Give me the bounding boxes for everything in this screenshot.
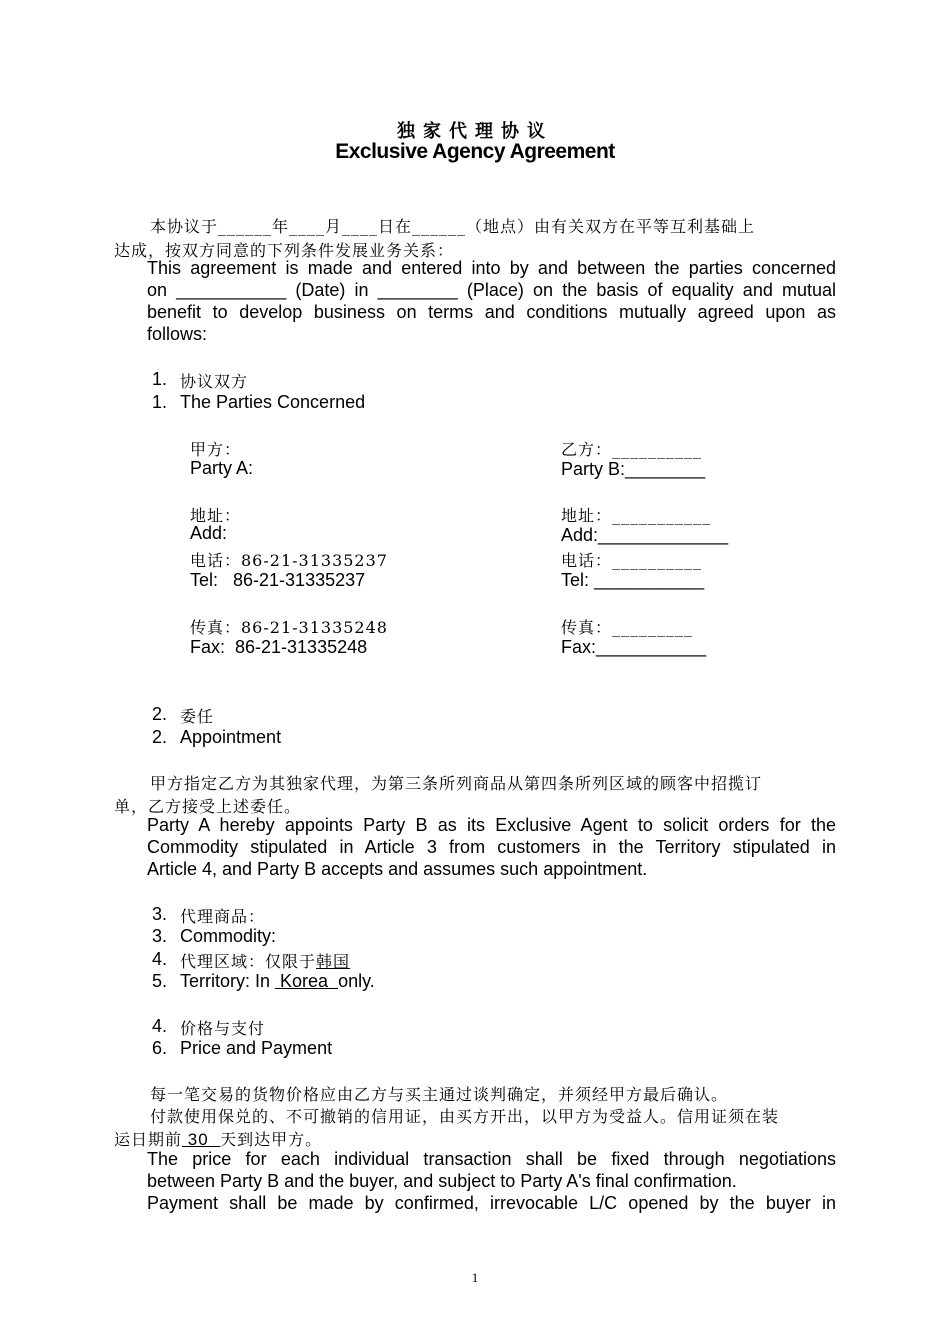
section2-en-line-2: Commodity stipulated in Article 3 from customers in the Territory stipulated in [147, 837, 836, 857]
page-number: 1 [471, 1270, 479, 1285]
party-a-add-en: Add: [190, 523, 228, 543]
territory-heading-en-pre: Territory: In [180, 971, 276, 991]
party-a-tel-zh [190, 548, 388, 571]
section2-zh-line-2: 单，乙方接受上述委任。 [114, 797, 302, 816]
party-b-label-zh: 乙方：__________ [561, 440, 703, 459]
price-num-en: 6. [152, 1038, 168, 1058]
intro-en-line-2: on ___________ (Date) in ________ (Place) on the basis of equality and mutual [147, 280, 836, 300]
territory-num-en: 5. [152, 971, 168, 991]
section1-heading-zh: 协议双方 [180, 372, 249, 391]
price-en-line-1: The price for each individual transaction shall be fixed through negotiations [147, 1149, 836, 1169]
section2-num-zh: 2. [152, 704, 168, 724]
party-b-add-en: Add:_____________ [561, 525, 729, 545]
price-zh-line-1: 每一笔交易的货物价格应由乙方与买主通过谈判确定，并须经甲方最后确认。 [150, 1085, 729, 1104]
party-a-label-en: Party A: [190, 458, 254, 478]
price-zh-line-3 [114, 1127, 322, 1150]
party-a-label-zh: 甲方： [190, 440, 242, 459]
price-heading-en: Price and Payment [180, 1038, 333, 1058]
party-b-tel-zh: 电话：__________ [561, 551, 703, 570]
party-a-tel-en: Tel: 86-21-31335237 [190, 570, 366, 590]
price-en-line-3: Payment shall be made by confirmed, irrevocable L/C opened by the buyer in [147, 1193, 836, 1213]
price-heading-zh: 价格与支付 [180, 1019, 266, 1038]
territory-heading-en [180, 971, 375, 992]
section2-zh-line-1: 甲方指定乙方为其独家代理，为第三条所列商品从第四条所列区域的顾客中招揽订 [150, 774, 763, 793]
party-b-add-zh: 地址：___________ [561, 506, 712, 525]
party-b-tel-en: Tel: ___________ [561, 570, 705, 590]
section3-num-zh: 3. [152, 904, 168, 924]
title-en: Exclusive Agency Agreement [335, 140, 615, 163]
territory-country-en: Korea [275, 971, 339, 991]
party-b-fax-zh: 传真：_________ [561, 618, 694, 637]
intro-en-line-3: benefit to develop business on terms and conditions mutually agreed upon as [147, 302, 836, 322]
price-zh-line-3-pre: 运日期前 [114, 1130, 183, 1149]
section3-heading-en: Commodity: [180, 926, 277, 946]
section1-num-en: 1. [152, 392, 168, 412]
section2-en-line-1: Party A hereby appoints Party B as its Exclusive Agent to solicit orders for the [147, 815, 836, 835]
intro-zh-line-2: 达成，按双方同意的下列条件发展业务关系： [114, 241, 455, 260]
section2-heading-zh: 委任 [180, 707, 215, 726]
intro-en-line-4: follows: [147, 324, 208, 344]
section3-num-en: 3. [152, 926, 168, 946]
territory-heading-zh [180, 949, 350, 972]
price-zh-line-2: 付款使用保兑的、不可撤销的信用证，由买方开出，以甲方为受益人。信用证须在装 [150, 1107, 780, 1126]
party-a-tel-zh-text: 电话：86-21-31335237 [190, 551, 388, 570]
intro-en-line-1: This agreement is made and entered into by and between the parties concerned [147, 258, 836, 278]
territory-heading-en-post: only. [338, 971, 375, 991]
price-lc-days: 30 [182, 1130, 221, 1149]
price-zh-line-3-post: 天到达甲方。 [220, 1130, 323, 1149]
section2-num-en: 2. [152, 727, 168, 747]
section1-heading-en: The Parties Concerned [180, 392, 366, 412]
section3-heading-zh: 代理商品： [180, 907, 266, 926]
section1-num-zh: 1. [152, 369, 168, 389]
section2-heading-en: Appointment [180, 727, 282, 747]
territory-num-zh: 4. [152, 949, 168, 969]
price-num-zh: 4. [152, 1016, 168, 1036]
party-a-add-zh: 地址： [190, 506, 242, 525]
party-b-fax-en: Fax:___________ [561, 637, 707, 657]
territory-country-zh: 韩国 [316, 952, 351, 971]
party-a-fax-en: Fax: 86-21-31335248 [190, 637, 368, 657]
party-b-label-en: Party B:________ [561, 459, 706, 479]
intro-zh-line-1: 本协议于______年____月____日在______（地点）由有关双方在平等互利基础上 [150, 217, 756, 236]
price-en-line-2: between Party B and the buyer, and subject to Party A's final confirmation. [147, 1171, 737, 1191]
section2-en-line-3: Article 4, and Party B accepts and assumes such appointment. [147, 859, 648, 879]
territory-heading-zh-text: 代理区域：仅限于 [180, 952, 317, 971]
title-zh: 独家代理协议 [397, 121, 553, 142]
party-a-fax-zh: 传真：86-21-31335248 [190, 618, 388, 637]
